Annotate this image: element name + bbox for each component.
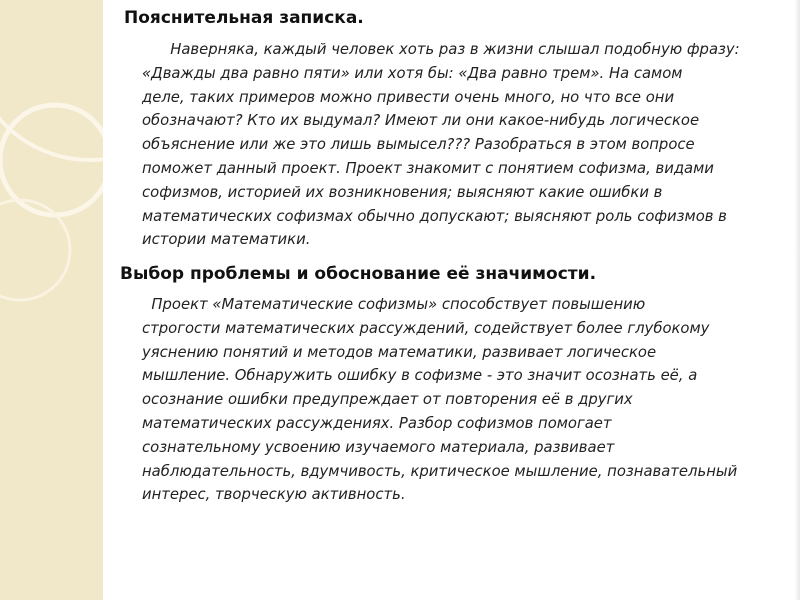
text-line: интерес, творческую активность.: [142, 486, 406, 504]
paragraph-problem-choice: [142, 293, 782, 507]
text-line: мышление. Обнаружить ошибку в софизме - это значит осознать её, а: [142, 367, 698, 385]
text-line: осознание ошибки предупреждает от повторения её в других: [142, 391, 633, 409]
text-line: Проект «Математические софизмы» способствует повышению: [142, 296, 646, 313]
section-heading-explanatory-note: Пояснительная записка.: [124, 8, 364, 28]
text-line: сознательному усвоению изучаемого материала, развивает: [142, 438, 615, 456]
slide-edge-shadow: [794, 0, 800, 600]
text-line: истории математики.: [142, 231, 311, 249]
text-line: строгости математических рассуждений, содействует более глубокому: [142, 319, 710, 337]
decorative-rings: [0, 0, 103, 600]
text-line: наблюдательность, вдумчивость, критическое мышление, познавательный: [142, 462, 738, 480]
ring-large: [0, 0, 103, 160]
text-line: деле, таких примеров можно привести очень много, но что все они: [142, 88, 675, 106]
decorative-side-panel: [0, 0, 103, 600]
text-line: математических рассуждениях. Разбор софизмов помогает: [142, 414, 612, 432]
section-heading-problem-choice: Выбор проблемы и обоснование её значимости.: [120, 264, 597, 284]
text-line: объяснение или же это лишь вымысел??? Разобраться в этом вопросе: [142, 136, 695, 154]
text-line: Наверняка, каждый человек хоть раз в жизни слышал подобную фразу:: [142, 41, 740, 58]
text-line: уяснению понятий и методов математики, развивает логическое: [142, 343, 657, 361]
text-line: «Дважды два равно пяти» или хотя бы: «Два равно трем». На самом: [142, 64, 683, 82]
text-line: поможет данный проект. Проект знакомит с понятием софизма, видами: [142, 159, 714, 177]
text-line: математических софизмах обычно допускают; выясняют роль софизмов в: [142, 207, 727, 225]
paragraph-explanatory-note: [142, 38, 782, 252]
text-line: обозначают? Кто их выдумал? Имеют ли они какое-нибудь логическое: [142, 112, 700, 130]
text-line: софизмов, историей их возникновения; выясняют какие ошибки в: [142, 183, 663, 201]
